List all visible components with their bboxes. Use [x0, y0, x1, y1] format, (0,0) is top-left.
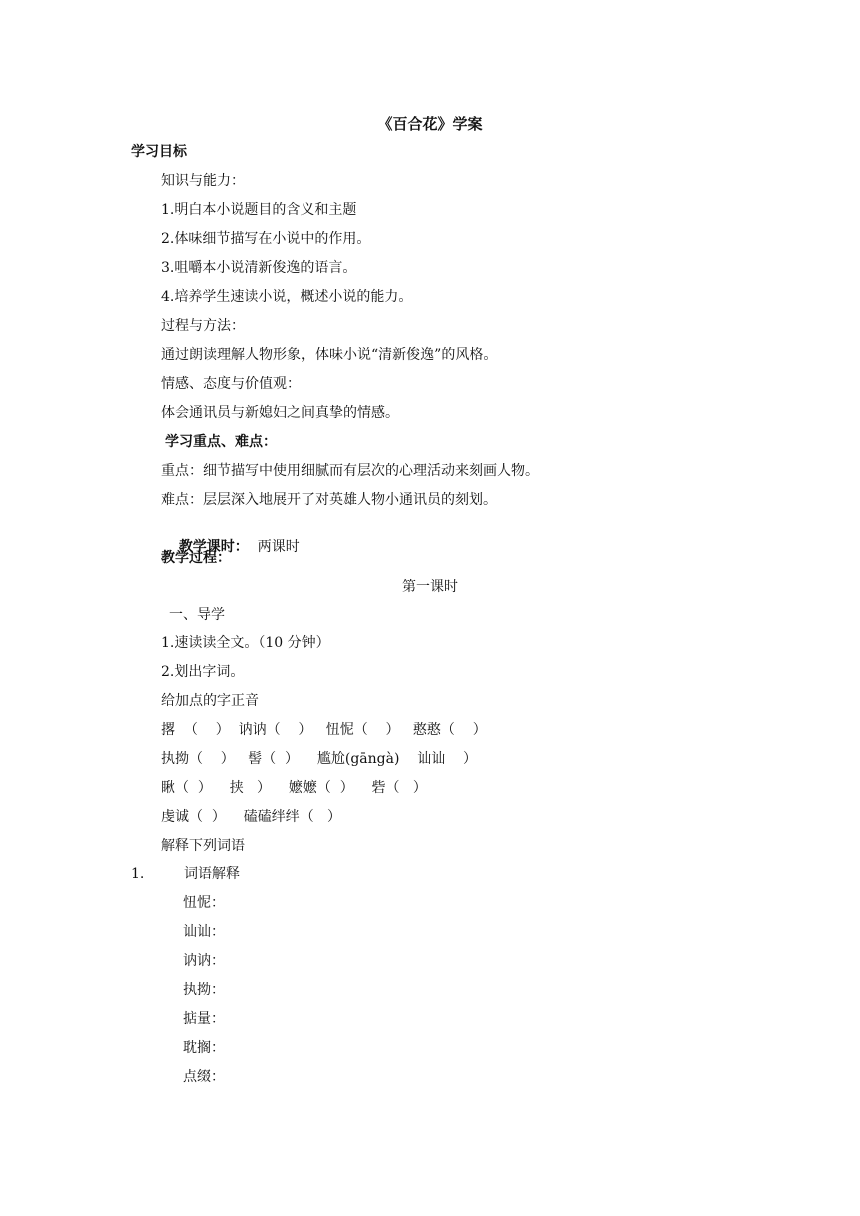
knowledge-item: 3.咀嚼本小说清新俊逸的语言。 — [161, 260, 357, 276]
keypoints-heading: 学习重点、难点： — [165, 434, 277, 450]
keypoint-text: 重点：细节描写中使用细腻而有层次的心理活动来刻画人物。 — [161, 463, 539, 479]
pronunciation-row: 执拗（ ） 髻（ ） 尴尬(gāngà) 讪讪 ） — [161, 751, 478, 767]
guide-heading: 一、导学 — [169, 607, 225, 623]
pronunciation-row: 瞅（ ） 挟 ） 嬷嬷（ ） 砦（ ） — [161, 780, 427, 796]
hours-value: 两课时 — [257, 539, 300, 555]
objectives-heading: 学习目标 — [131, 144, 187, 160]
knowledge-item: 4.培养学生速读小说，概述小说的能力。 — [161, 289, 413, 305]
page-title: 《百合花》学案 — [377, 115, 483, 133]
vocab-item: 点缀： — [183, 1069, 225, 1085]
list-title: 词语解释 — [184, 866, 240, 882]
hours-label: 教学课时： — [178, 539, 249, 555]
knowledge-label: 知识与能力： — [161, 173, 245, 189]
pronunciation-row: 撂 （ ） 讷讷（ ） 忸怩（ ） 憨憨（ ） — [161, 722, 487, 738]
difficulty-text: 难点：层层深入地展开了对英雄人物小通讯员的刻划。 — [161, 492, 497, 508]
vocab-item: 讷讷： — [183, 953, 225, 969]
vocab-item: 讪讪： — [183, 924, 225, 940]
explain-heading: 解释下列词语 — [161, 838, 245, 854]
pronunciation-row: 虔诚（ ） 磕磕绊绊（ ） — [161, 809, 342, 825]
guide-item: 2.划出字词。 — [161, 664, 245, 680]
lesson-heading: 第一课时 — [402, 579, 458, 595]
guide-item: 1.速读读全文。（10 分钟） — [161, 635, 330, 651]
emotion-label: 情感、态度与价值观： — [161, 376, 301, 392]
vocab-item: 掂量： — [183, 1011, 225, 1027]
knowledge-item: 1.明白本小说题目的含义和主题 — [161, 202, 357, 218]
process-label: 过程与方法： — [161, 318, 245, 334]
vocab-item: 忸怩： — [183, 895, 225, 911]
process-text: 通过朗读理解人物形象，体味小说“清新俊逸”的风格。 — [161, 347, 498, 363]
emotion-text: 体会通讯员与新媳妇之间真挚的情感。 — [161, 405, 399, 421]
knowledge-item: 2.体味细节描写在小说中的作用。 — [161, 231, 371, 247]
process-heading: 教学过程： — [161, 550, 231, 566]
pronunciation-heading: 给加点的字正音 — [161, 693, 259, 709]
vocab-item: 执拗： — [183, 982, 225, 998]
list-number: 1. — [131, 866, 145, 882]
vocab-item: 耽搁： — [183, 1040, 225, 1056]
